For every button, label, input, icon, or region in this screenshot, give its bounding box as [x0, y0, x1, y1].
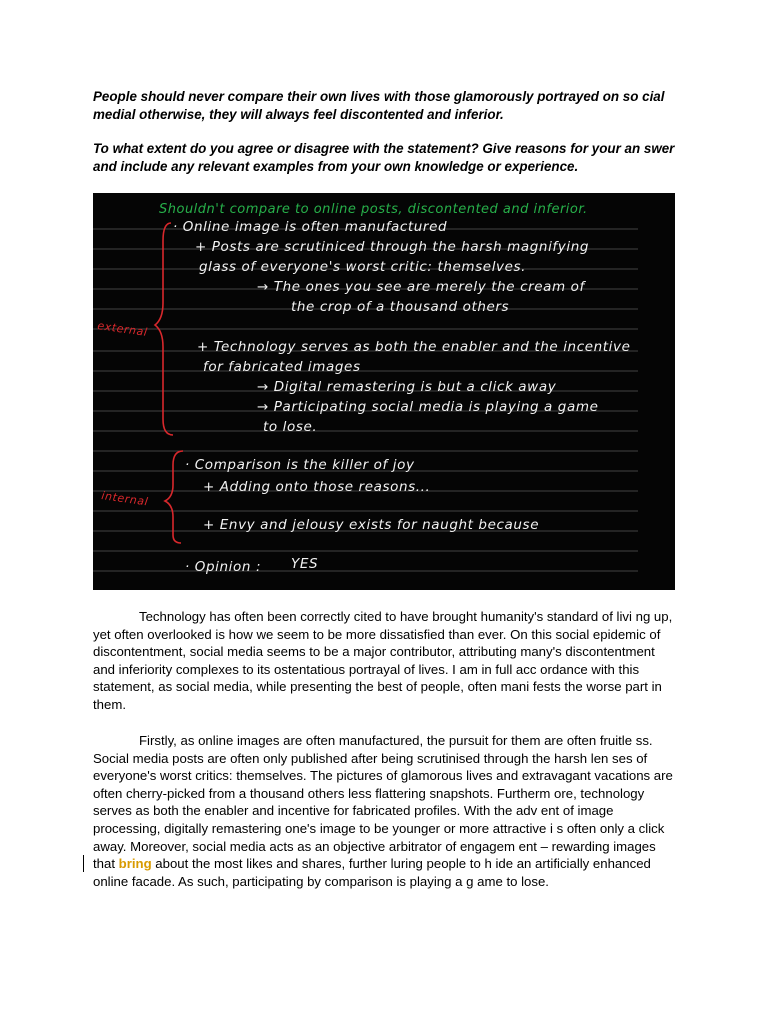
note-line-15: YES [291, 556, 319, 572]
notes-heading: Shouldn't compare to online posts, discontented and inferior. [159, 202, 588, 217]
note-line-9: → Participating social media is playing a game [257, 399, 599, 415]
essay-paragraph-1 [93, 608, 675, 714]
essay-paragraph-1-text: Technology has often been correctly cited to have brought humanity's standard of livi ng up, yet often overlooked is how we seem to be more dissatisfied than ever. On this social epidemic of discontentment, social media seems to be a major contributor, attributing many's discontentment and inferiority complexes to its ostentatious portrayal of lives. I am in full acc ordance with this statement, as social media, while presenting the best of people, often mani fests the worse part in them. [93, 609, 673, 712]
label-external: external [96, 319, 149, 339]
essay-paragraph-2[interactable] [93, 732, 675, 890]
note-line-11: · Comparison is the killer of joy [185, 457, 415, 473]
note-line-2: + Posts are scrutiniced through the harsh magnifying [195, 239, 590, 255]
note-line-7: for fabricated images [203, 359, 361, 375]
essay-paragraph-2-text-a: Firstly, as online images are often manufactured, the pursuit for them are often fruitle ss. Social media posts are often only published after being scrutinised through the harsh len ses of everyone's worst critics: themselves. The pictures of glamorous lives and extravagant vacations are often cherry-picked from a thousand others less flattering snapshots. Furtherm ore, technology serves as both the enabler and incentive for fabricated profiles. With the adv ent of image processing, digitally remastering one's image to be younger or more attractive i s often only a click away. Moreover, social media acts as an objective arbitrator of engagem ent – rewarding images that [93, 733, 673, 872]
notes-canvas [93, 193, 675, 590]
prompt-question: To what extent do you agree or disagree with the statement? Give reasons for your an swer and include any relevant examples from your own knowledge or experience. [93, 141, 675, 174]
note-line-1: · Online image is often manufactured [173, 219, 448, 235]
handwritten-notes-image [93, 193, 675, 590]
prompt-statement: People should never compare their own lives with those glamorously portrayed on so cial medial otherwise, they will always feel discontented and inferior. [93, 89, 665, 122]
note-line-3: glass of everyone's worst critic: themselves. [199, 259, 527, 275]
essay-paragraph-2-text-b: about the most likes and shares, further luring people to h ide an artificially enhanced online facade. As such, participating by comparison is playing a g ame to lose. [93, 856, 651, 889]
note-line-4: → The ones you see are merely the cream of [257, 279, 585, 295]
note-line-8: → Digital remastering is but a click away [257, 379, 557, 395]
highlighted-word[interactable]: bring [118, 856, 152, 872]
brace-internal [165, 451, 183, 543]
note-line-10: to lose. [263, 419, 318, 435]
note-line-12: + Adding onto those reasons... [203, 479, 431, 495]
note-line-6: + Technology serves as both the enabler and the incentive [197, 339, 631, 355]
note-line-13: + Envy and jelousy exists for naught because [203, 517, 540, 533]
note-line-5: the crop of a thousand others [291, 299, 510, 315]
text-cursor [83, 855, 84, 872]
label-internal: internal [100, 489, 150, 509]
note-line-14: · Opinion : [185, 559, 262, 575]
